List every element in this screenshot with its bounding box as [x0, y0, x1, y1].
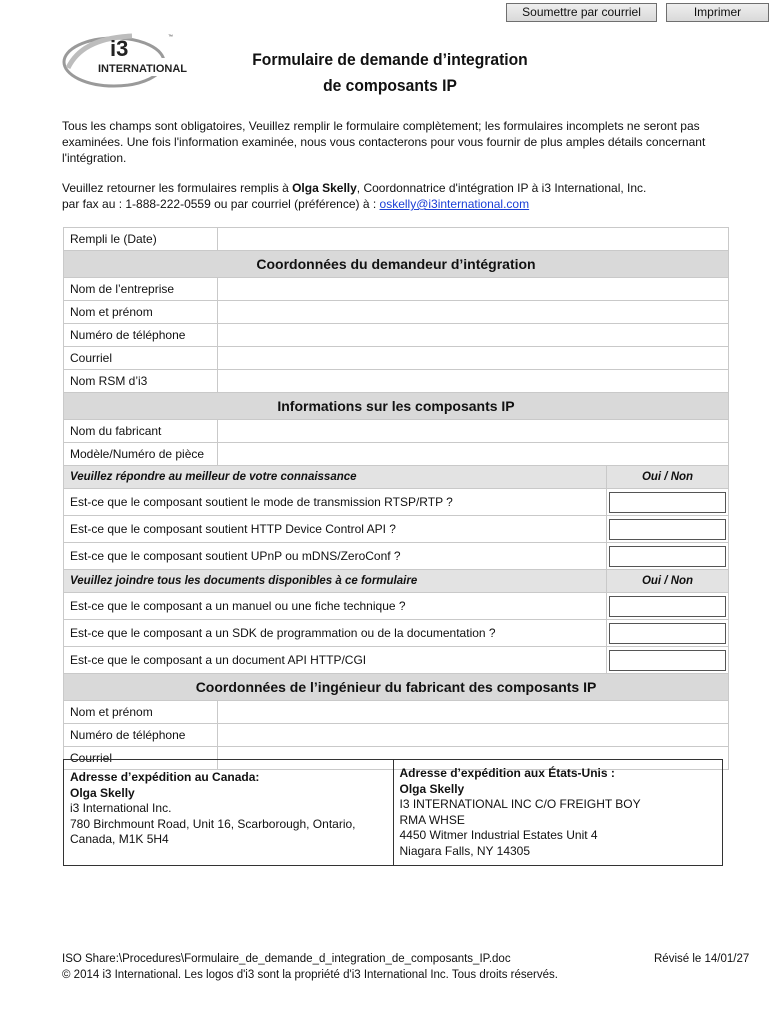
question-text: Est-ce que le composant soutient HTTP Device Control API ?: [64, 516, 607, 543]
section-components-title: Informations sur les composants IP: [64, 393, 729, 420]
canada-address: [64, 760, 394, 866]
contact-name: Olga Skelly: [292, 181, 357, 195]
manufacturer-field[interactable]: [218, 420, 729, 443]
shipping-addresses: [63, 759, 723, 866]
i3-international-logo: [62, 28, 188, 92]
integration-request-form: [63, 227, 729, 770]
engineer-phone-field[interactable]: [218, 724, 729, 747]
company-name-field[interactable]: [218, 278, 729, 301]
usa-address: [393, 760, 723, 866]
address-line: Canada, M1K 5H4: [70, 832, 169, 846]
requester-email-field[interactable]: [218, 347, 729, 370]
field-label: Modèle/Numéro de pièce: [64, 443, 218, 466]
cgi-doc-answer-field[interactable]: [609, 650, 726, 671]
yes-no-header: Oui / Non: [607, 466, 729, 489]
page-title-line2: de composants IP: [323, 76, 457, 95]
logo-tm: ™: [168, 34, 173, 40]
intro-paragraph: Tous les champs sont obligatoires, Veuillez remplir le formulaire complètement; les formulaires incomplets ne seront pas examinées. Une fois l'information examinée, nous vous contacterons pour vous fournir de plus amples détails concernant l'intégration.: [62, 119, 706, 165]
fax-text: par fax au : 1-888-222-0559 ou par courriel (préférence) à :: [62, 197, 380, 211]
address-line: 780 Birchmount Road, Unit 16, Scarborough, Ontario,: [70, 816, 356, 831]
upnp-answer-field[interactable]: [609, 546, 726, 567]
http-api-answer-field[interactable]: [609, 519, 726, 540]
copyright-notice: © 2014 i3 International. Les logos d'i3 sont la propriété d'i3 International Inc. Tous droits réservés.: [62, 969, 558, 981]
section-engineer-title: Coordonnées de l’ingénieur du fabricant des composants IP: [64, 674, 729, 701]
field-label: Courriel: [64, 747, 218, 770]
requester-name-field[interactable]: [218, 301, 729, 324]
document-path: ISO Share:\Procedures\Formulaire_de_demande_d_integration_de_composants_IP.doc: [62, 953, 511, 965]
canada-address-heading: Adresse d’expédition au Canada:: [70, 770, 260, 784]
question-text: Est-ce que le composant a un manuel ou une fiche technique ?: [64, 593, 607, 620]
question-text: Est-ce que le composant soutient UPnP ou mDNS/ZeroConf ?: [64, 543, 607, 570]
logo-text: INTERNATIONAL: [98, 63, 188, 75]
subsection-documents-label: Veuillez joindre tous les documents disponibles à ce formulaire: [64, 570, 607, 593]
address-line: 4450 Witmer Industrial Estates Unit 4: [399, 828, 598, 842]
return-text-after: , Coordonnatrice d'intégration IP à i3 International, Inc.: [356, 181, 647, 195]
sdk-answer-field[interactable]: [609, 623, 726, 644]
date-field[interactable]: [218, 228, 729, 251]
footer-left: [62, 951, 558, 983]
print-button[interactable]: Imprimer: [666, 3, 769, 22]
yes-no-header: Oui / Non: [607, 570, 729, 593]
question-text: Est-ce que le composant a un SDK de programmation ou de la documentation ?: [64, 620, 607, 647]
question-text: Est-ce que le composant a un document API HTTP/CGI: [64, 647, 607, 674]
canada-contact-name: Olga Skelly: [70, 785, 135, 800]
address-line: i3 International Inc.: [70, 801, 172, 815]
model-part-number-field[interactable]: [218, 443, 729, 466]
section-requester-title: Coordonnées du demandeur d’intégration: [64, 251, 729, 278]
field-label: Courriel: [64, 347, 218, 370]
field-label: Numéro de téléphone: [64, 724, 218, 747]
contact-email-link[interactable]: oskelly@i3international.com: [379, 197, 530, 211]
date-label: Rempli le (Date): [64, 228, 218, 251]
rtsp-answer-field[interactable]: [609, 492, 726, 513]
engineer-name-field[interactable]: [218, 701, 729, 724]
field-label: Nom du fabricant: [64, 420, 218, 443]
field-label: Nom RSM d’i3: [64, 370, 218, 393]
subsection-answer-label: Veuillez répondre au meilleur de votre connaissance: [64, 466, 607, 489]
field-label: Nom et prénom: [64, 701, 218, 724]
rsm-name-field[interactable]: [218, 370, 729, 393]
field-label: Nom de l’entreprise: [64, 278, 218, 301]
submit-by-email-button[interactable]: Soumettre par courriel: [506, 3, 657, 22]
address-line: RMA WHSE: [399, 812, 465, 827]
usa-address-heading: Adresse d’expédition aux États-Unis :: [399, 766, 615, 780]
usa-contact-name: Olga Skelly: [399, 781, 465, 796]
revision-date: Révisé le 14/01/27: [654, 953, 750, 965]
return-instructions: [62, 180, 722, 212]
address-line: Niagara Falls, NY 14305: [399, 843, 531, 858]
page-title-line1: Formulaire de demande d’integration: [252, 50, 528, 69]
return-text-before: Veuillez retourner les formulaires remplis à: [62, 181, 293, 195]
logo-mark: i3: [110, 36, 129, 61]
field-label: Nom et prénom: [64, 301, 218, 324]
manual-answer-field[interactable]: [609, 596, 726, 617]
question-text: Est-ce que le composant soutient le mode de transmission RTSP/RTP ?: [64, 489, 607, 516]
address-line: I3 INTERNATIONAL INC C/O FREIGHT BOY: [399, 797, 641, 811]
requester-phone-field[interactable]: [218, 324, 729, 347]
field-label: Numéro de téléphone: [64, 324, 218, 347]
